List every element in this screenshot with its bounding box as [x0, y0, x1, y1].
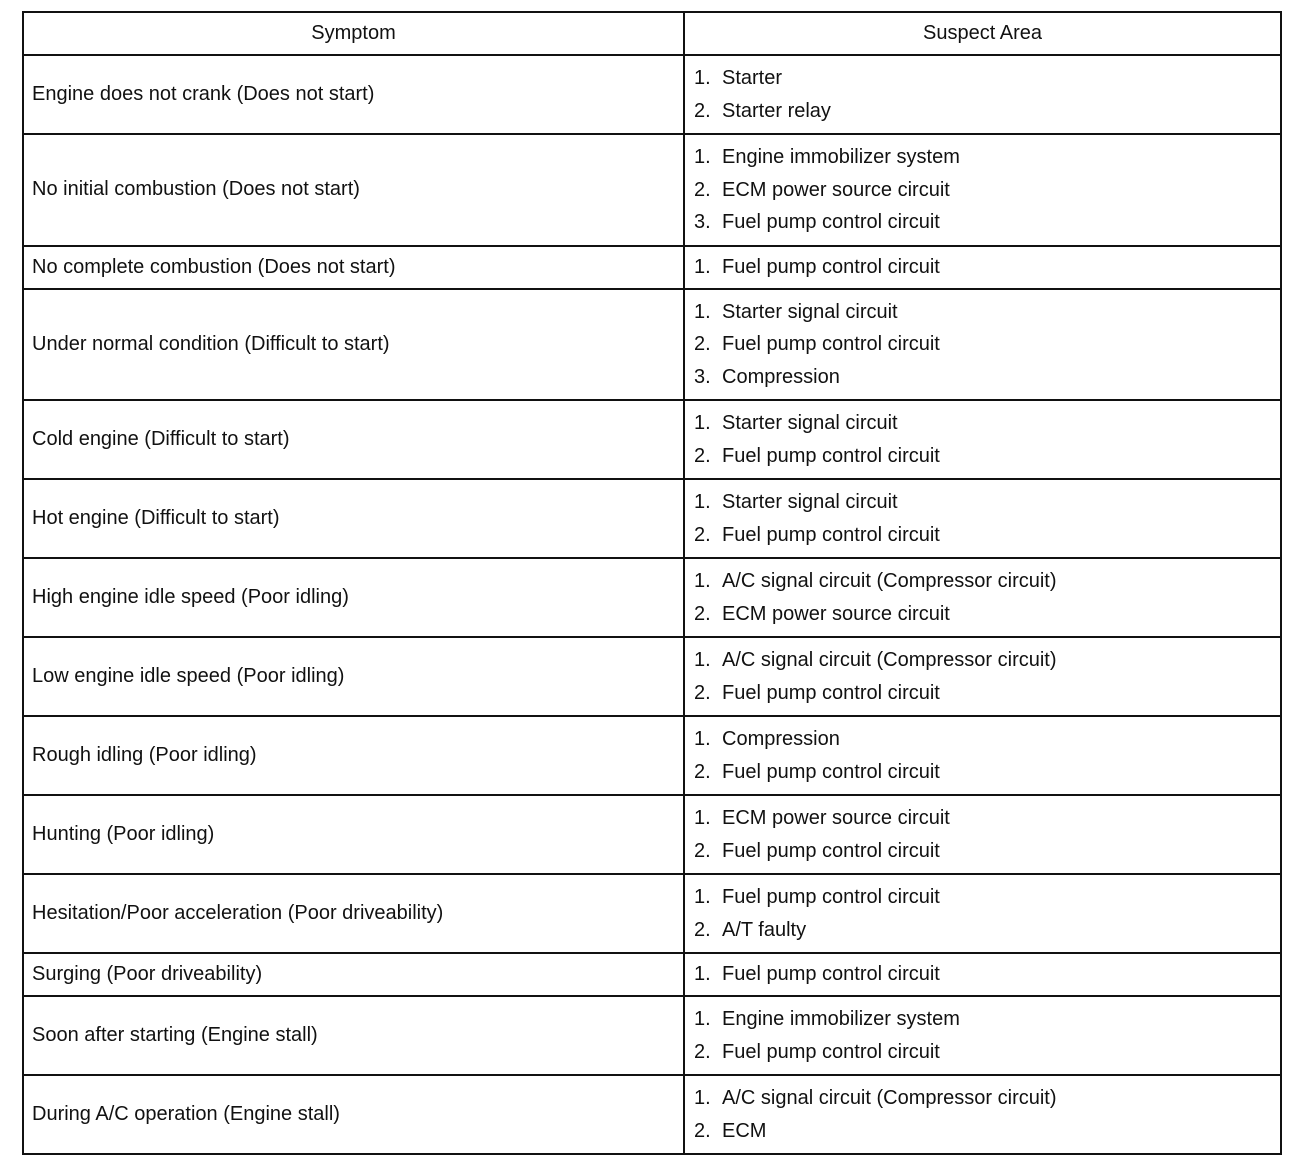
suspect-item: [694, 1036, 1280, 1069]
suspect-item-label: Compression: [722, 728, 840, 750]
suspect-area-cell: [684, 874, 1281, 953]
table-row: [23, 400, 1281, 479]
suspect-item-number: 2.: [694, 99, 711, 122]
suspect-item: [694, 206, 1280, 239]
suspect-item: [694, 328, 1280, 361]
suspect-item: [694, 958, 1280, 991]
suspect-item-label: Fuel pump control circuit: [722, 1040, 940, 1063]
suspect-item: [694, 835, 1280, 868]
suspect-area-cell: [684, 716, 1281, 795]
suspect-item: [694, 1082, 1280, 1115]
suspect-item: [694, 486, 1280, 519]
symptom-cell: Hot engine (Difficult to start): [23, 479, 684, 558]
table-row: [23, 55, 1281, 134]
suspect-item: [694, 62, 1280, 95]
symptom-cell: Hunting (Poor idling): [23, 795, 684, 874]
suspect-item: [694, 677, 1280, 710]
table-row: [23, 953, 1281, 996]
symptom-cell: High engine idle speed (Poor idling): [23, 558, 684, 637]
suspect-item-number: 3.: [694, 365, 711, 388]
suspect-item-label: A/C signal circuit (Compressor circuit): [722, 1087, 1057, 1109]
symptom-cell: During A/C operation (Engine stall): [23, 1075, 684, 1154]
symptom-cell: Under normal condition (Difficult to start): [23, 289, 684, 401]
table-row: [23, 134, 1281, 246]
suspect-item-label: A/C signal circuit (Compressor circuit): [722, 570, 1057, 592]
symptom-cell: No complete combustion (Does not start): [23, 246, 684, 289]
suspect-item: [694, 361, 1280, 394]
symptom-cell: Cold engine (Difficult to start): [23, 400, 684, 479]
suspect-item: [694, 95, 1280, 128]
suspect-item-number: 1.: [694, 1087, 711, 1109]
suspect-item: [694, 251, 1280, 284]
table-row: [23, 289, 1281, 401]
suspect-item-label: Fuel pump control circuit: [722, 333, 940, 355]
suspect-item-label: Engine immobilizer system: [722, 146, 960, 168]
suspect-item-number: 2.: [694, 760, 711, 783]
suspect-item-label: ECM power source circuit: [722, 178, 950, 201]
suspect-item: [694, 723, 1280, 756]
suspect-item: [694, 881, 1280, 914]
suspect-item-number: 1.: [694, 649, 711, 671]
symptom-cell: No initial combustion (Does not start): [23, 134, 684, 246]
troubleshooting-table-container: [22, 11, 1280, 1155]
suspect-item: [694, 802, 1280, 835]
suspect-item-number: 2.: [694, 681, 711, 704]
table-row: [23, 479, 1281, 558]
suspect-item-label: ECM power source circuit: [722, 807, 950, 829]
suspect-item: [694, 141, 1280, 174]
suspect-item-number: 2.: [694, 602, 711, 625]
table-body: [23, 55, 1281, 1154]
suspect-item-number: 1.: [694, 1008, 711, 1030]
suspect-item-label: Fuel pump control circuit: [722, 255, 940, 278]
symptom-table: [22, 11, 1282, 1155]
suspect-item-label: Fuel pump control circuit: [722, 886, 940, 908]
symptom-header: Symptom: [23, 12, 684, 55]
suspect-area-cell: [684, 637, 1281, 716]
suspect-item-number: 1.: [694, 255, 711, 278]
suspect-item-number: 2.: [694, 523, 711, 546]
suspect-item-label: Fuel pump control circuit: [722, 681, 940, 704]
suspect-item-number: 1.: [694, 491, 711, 513]
suspect-area-cell: [684, 479, 1281, 558]
suspect-area-cell: [684, 996, 1281, 1075]
suspect-area-cell: [684, 246, 1281, 289]
table-row: [23, 246, 1281, 289]
suspect-item-number: 1.: [694, 146, 711, 168]
suspect-item-label: Fuel pump control circuit: [722, 760, 940, 783]
suspect-item-label: Starter relay: [722, 99, 831, 122]
suspect-item-label: Compression: [722, 365, 840, 388]
suspect-item-number: 2.: [694, 444, 711, 467]
symptom-cell: Surging (Poor driveability): [23, 953, 684, 996]
suspect-item: [694, 565, 1280, 598]
suspect-area-cell: [684, 55, 1281, 134]
suspect-item: [694, 407, 1280, 440]
suspect-item-label: ECM power source circuit: [722, 602, 950, 625]
table-row: [23, 637, 1281, 716]
suspect-item: [694, 440, 1280, 473]
suspect-area-header: Suspect Area: [684, 12, 1281, 55]
suspect-area-cell: [684, 953, 1281, 996]
suspect-item-number: 1.: [694, 728, 711, 750]
symptom-cell: Engine does not crank (Does not start): [23, 55, 684, 134]
suspect-item: [694, 1115, 1280, 1148]
suspect-item-label: Fuel pump control circuit: [722, 211, 940, 233]
symptom-cell: Low engine idle speed (Poor idling): [23, 637, 684, 716]
table-row: [23, 874, 1281, 953]
suspect-item-label: Fuel pump control circuit: [722, 963, 940, 986]
suspect-area-cell: [684, 289, 1281, 401]
suspect-item-label: Fuel pump control circuit: [722, 444, 940, 467]
suspect-item-label: A/T faulty: [722, 918, 807, 941]
suspect-item-number: 2.: [694, 178, 711, 201]
table-row: [23, 996, 1281, 1075]
suspect-item: [694, 644, 1280, 677]
suspect-item: [694, 519, 1280, 552]
symptom-cell: Rough idling (Poor idling): [23, 716, 684, 795]
suspect-item-number: 1.: [694, 67, 711, 89]
suspect-item-number: 1.: [694, 412, 711, 434]
table-row: [23, 1075, 1281, 1154]
suspect-item-label: Starter signal circuit: [722, 412, 898, 434]
suspect-item-label: ECM: [722, 1119, 767, 1142]
suspect-item-label: Fuel pump control circuit: [722, 523, 940, 546]
suspect-item-number: 1.: [694, 807, 711, 829]
suspect-item: [694, 174, 1280, 207]
table-row: [23, 716, 1281, 795]
suspect-area-cell: [684, 795, 1281, 874]
suspect-item-number: 2.: [694, 918, 711, 941]
header-row: [23, 12, 1281, 55]
suspect-item-label: Engine immobilizer system: [722, 1008, 960, 1030]
suspect-area-cell: [684, 1075, 1281, 1154]
suspect-item-number: 1.: [694, 886, 711, 908]
suspect-item-label: Fuel pump control circuit: [722, 839, 940, 862]
suspect-item-label: Starter: [722, 67, 783, 89]
symptom-cell: Soon after starting (Engine stall): [23, 996, 684, 1075]
suspect-item-label: Starter signal circuit: [722, 300, 898, 323]
suspect-item: [694, 296, 1280, 329]
suspect-item-number: 2.: [694, 1119, 711, 1142]
symptom-cell: Hesitation/Poor acceleration (Poor driveability): [23, 874, 684, 953]
suspect-item-number: 1.: [694, 570, 711, 592]
suspect-area-cell: [684, 400, 1281, 479]
suspect-item: [694, 598, 1280, 631]
table-row: [23, 558, 1281, 637]
suspect-item-number: 1.: [694, 963, 711, 986]
suspect-item: [694, 1003, 1280, 1036]
suspect-area-cell: [684, 558, 1281, 637]
suspect-area-cell: [684, 134, 1281, 246]
suspect-item-number: 2.: [694, 1040, 711, 1063]
suspect-item-label: Starter signal circuit: [722, 491, 898, 513]
suspect-item-number: 2.: [694, 333, 711, 355]
suspect-item-label: A/C signal circuit (Compressor circuit): [722, 649, 1057, 671]
suspect-item-number: 3.: [694, 211, 711, 233]
table-row: [23, 795, 1281, 874]
suspect-item-number: 1.: [694, 300, 711, 323]
suspect-item: [694, 756, 1280, 789]
suspect-item-number: 2.: [694, 839, 711, 862]
suspect-item: [694, 914, 1280, 947]
